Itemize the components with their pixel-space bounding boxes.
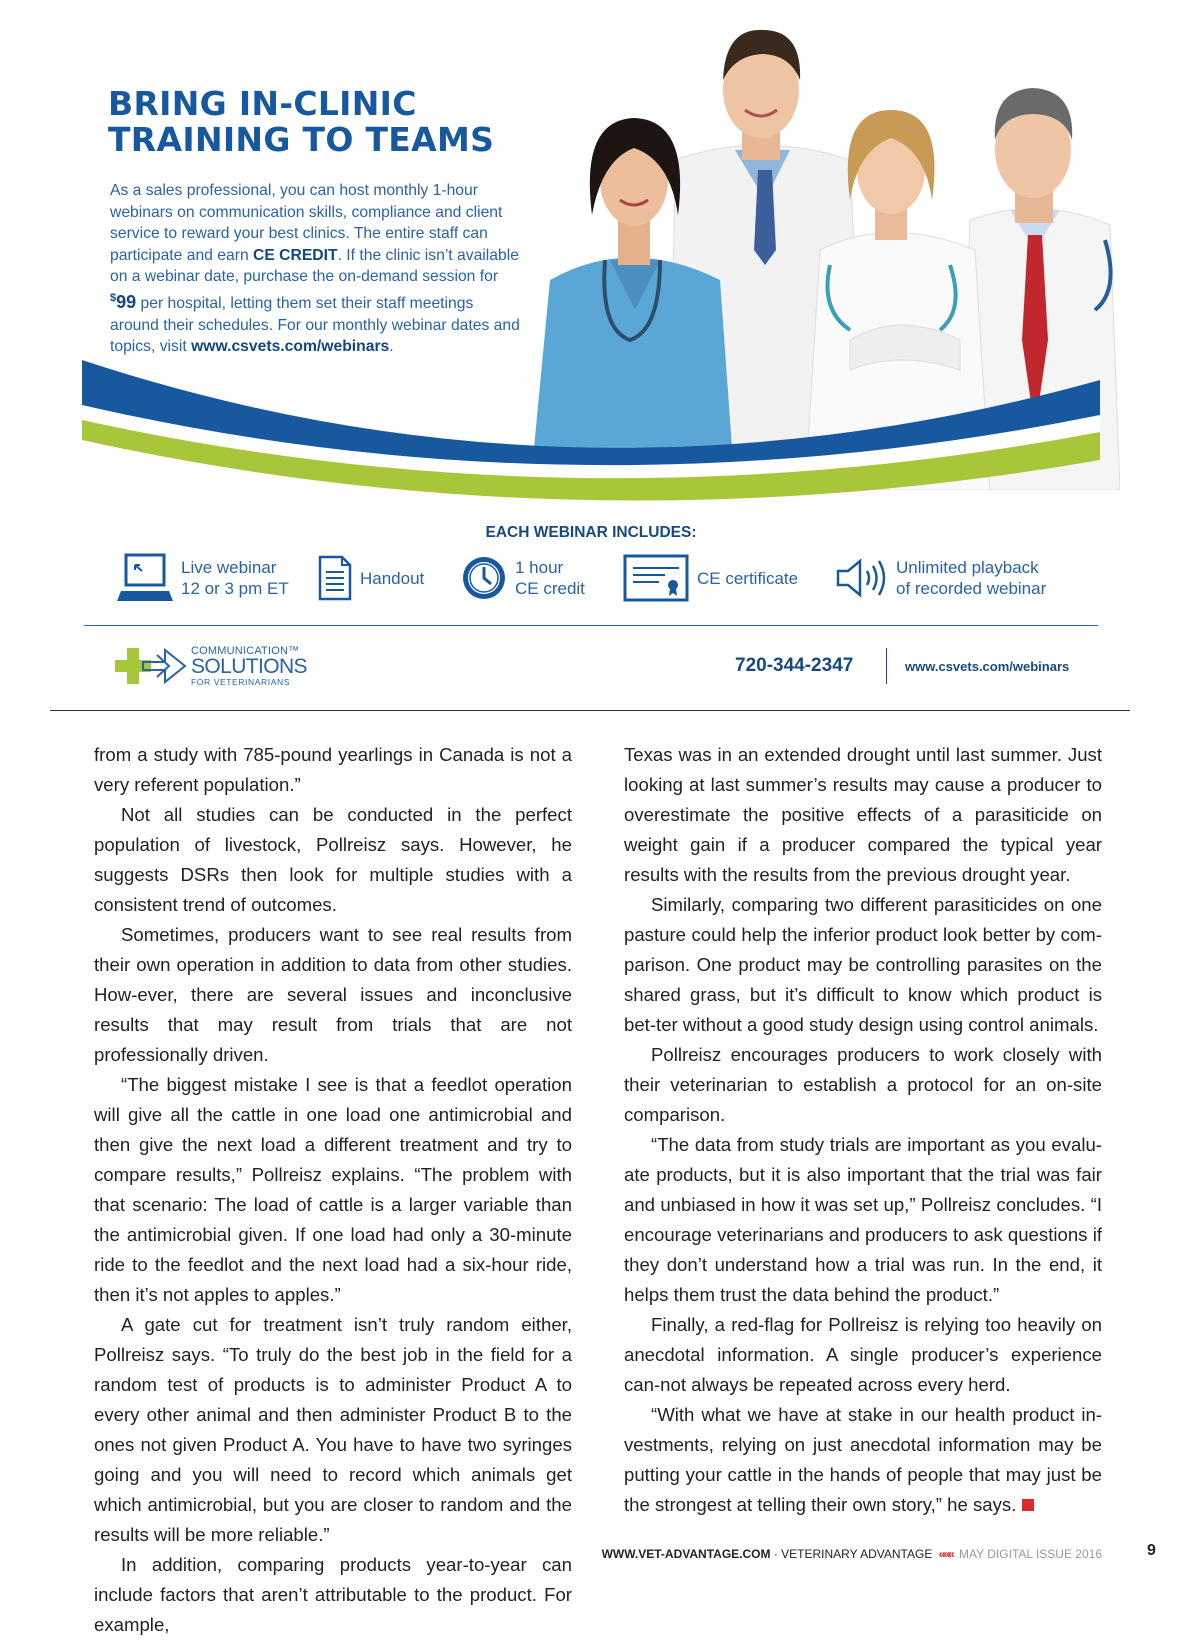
feature-ce-certificate: [623, 552, 798, 604]
price: [110, 292, 136, 312]
feature-label-line1: 1 hour: [515, 558, 564, 577]
end-of-article-mark: [1022, 1499, 1034, 1511]
logo-text-solutions: SOLUTIONS: [191, 655, 307, 678]
ad-body-link[interactable]: www.csvets.com/webinars: [191, 338, 390, 356]
ad-body-text: [110, 180, 520, 358]
paragraph: Not all studies can be conducted in the perfect population of livestock, Pollreisz says. However, he suggests DSRs then look for multiple studies with a consistent trend of outcomes.: [94, 804, 572, 915]
ad-divider-rule: [84, 625, 1098, 626]
feature-playback: [836, 552, 1046, 604]
footer-site-link[interactable]: WWW.VET-ADVANTAGE.COM: [601, 1547, 771, 1561]
phone-number[interactable]: 720-344-2347: [735, 655, 854, 676]
page-footer: [602, 1547, 1102, 1561]
paragraph: Similarly, comparing two different parasiticides on one pasture could help the inferior product look better by com-parison. One product may be controlling parasites on the shared grass, but it’s difficult to know which product is bet-ter without a good study design using control animals.: [624, 894, 1102, 1035]
feature-label-line1: Handout: [360, 568, 425, 588]
feature-handout: [318, 552, 424, 604]
ce-credit-text: CE CREDIT: [253, 246, 338, 264]
ad-body-end: .: [389, 338, 394, 356]
contact-divider: [886, 648, 887, 684]
ad-swoosh-graphic: [82, 360, 1100, 510]
footer-publication: VETERINARY ADVANTAGE: [781, 1547, 933, 1561]
paragraph: Pollreisz encourages producers to work closely with their veterinarian to establish a protocol for an on-site comparison.: [624, 1044, 1102, 1125]
feature-label-line2: of recorded webinar: [896, 579, 1047, 598]
ad-body-part1: As a sales professional, you can host monthly 1-hour webinars on communication skills, compliance and client service to reward your best clinics. The entire staff can participate and earn: [110, 182, 503, 264]
feature-label-line1: CE certificate: [697, 568, 799, 588]
price-value: 99: [116, 291, 137, 312]
price-symbol: $: [110, 291, 117, 304]
feature-label-line1: Live webinar: [181, 558, 277, 577]
footer-issue: MAY DIGITAL ISSUE 2016: [959, 1547, 1102, 1561]
paragraph: from a study with 785-pound yearlings in Canada is not a very referent population.”: [94, 744, 572, 795]
feature-label-line2: CE credit: [515, 579, 585, 598]
feature-label-line2: 12 or 3 pm ET: [181, 579, 289, 598]
document-icon: [318, 555, 352, 601]
includes-heading: EACH WEBINAR INCLUDES:: [485, 524, 697, 541]
feature-ce-credit: [461, 552, 585, 604]
logo-cross-arrow-icon: [113, 642, 191, 690]
feature-handout-label: [360, 568, 424, 589]
paragraph: Finally, a red-flag for Pollreisz is relying too heavily on anecdotal information. A single producer’s experience can-not always be repeated across every herd.: [624, 1314, 1102, 1395]
ad-headline-line1: BRING IN-CLINIC: [108, 84, 417, 123]
laptop-icon: [117, 553, 173, 603]
paragraph-final: [624, 1400, 1102, 1520]
article-column-right: [624, 740, 1102, 1520]
page-number: 9: [1147, 1542, 1156, 1559]
footer-separator: ·: [773, 1547, 778, 1561]
certificate-icon: [623, 554, 689, 602]
ad-headline: [108, 86, 494, 158]
website-link[interactable]: www.csvets.com/webinars: [905, 659, 1070, 674]
ad-body-part3: per hospital, letting them set their staff meetings around their schedules. For our monthly webinar dates and topics, visit: [110, 294, 520, 356]
feature-ce-certificate-label: [697, 568, 798, 589]
logo-text-communication: COMMUNICATION™: [191, 645, 300, 657]
feature-live-webinar-label: [181, 557, 289, 599]
clock-icon: [461, 555, 507, 601]
paragraph: A gate cut for treatment isn’t truly random either, Pollreisz says. “To truly do the best job in the field for a random test of products is to administer Product A to every other animal and then administer Product B to the ones not given Product A. You have to have two syringes going and you will need to record which animals get which antimicrobial, but you are closer to random and the results will be more reliable.”: [94, 1314, 572, 1545]
section-divider-rule: [50, 710, 1130, 711]
speaker-icon: [836, 558, 888, 598]
feature-live-webinar: [117, 552, 289, 604]
paragraph: “The data from study trials are important as you evalu-ate products, but it is also important that the trial was fair and unbiased in how it was set up,” Pollreisz concludes. “I encourage veterinarians and producers to ask questions if they don’t understand how a trial was run. In the end, it helps them trust the data behind the product.”: [624, 1134, 1102, 1305]
advertisement: [0, 0, 1200, 705]
feature-ce-credit-label: [515, 557, 585, 599]
paragraph: Sometimes, producers want to see real results from their own operation in addition to data from other studies. How-ever, there are several issues and inconclusive results that may result from trials that are not professionally driven.: [94, 924, 572, 1065]
article-column-left: [94, 740, 572, 1640]
logo-text-veterinarians: FOR VETERINARIANS: [191, 677, 290, 687]
paragraph: “The biggest mistake I see is that a feedlot operation will give all the cattle in one load one antimicrobial and then give the next load a different treatment and try to compare results,” Pollreisz explains. “The problem with that scenario: The load of cattle is a larger variable than the antimicrobial given. If one load had only a 30-minute ride to the feedlot and the next load had a six-hour ride, then it’s not apples to apples.”: [94, 1074, 572, 1305]
feature-label-line1: Unlimited playback: [896, 558, 1039, 577]
paragraph: Texas was in an extended drought until last summer. Just looking at last summer’s results may cause a producer to overestimate the positive effects of a parasiticide on weight gain if a producer compared the typical year results with the results from the previous drought year.: [624, 744, 1102, 885]
feature-playback-label: [896, 557, 1046, 599]
footer-chevrons: «««: [938, 1547, 953, 1561]
ad-headline-line2: TRAINING TO TEAMS: [108, 120, 495, 159]
paragraph-final-text: “With what we have at stake in our health product in-vestments, relying on just anecdotal information may be putting your cattle in the hands of people that may just be the strongest at telling their own story,” he says.: [624, 1404, 1102, 1515]
company-logo: [113, 642, 323, 690]
ad-body-part2: . If the clinic isn’t available on a webinar date, purchase the on-demand session for: [110, 246, 519, 286]
paragraph: In addition, comparing products year-to-year can include factors that aren’t attributable to the product. For example,: [94, 1554, 572, 1635]
